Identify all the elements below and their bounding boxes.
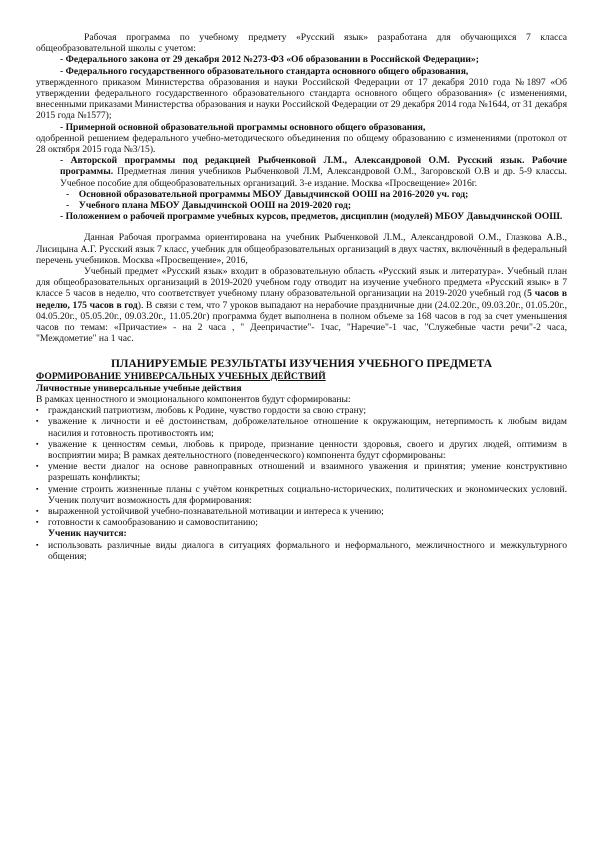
list-item: ▪ использовать различные виды диалога в ситуациях формального и неформального, межличностного и межкультурного общения; (36, 539, 567, 562)
list-item: ▪ уважение к ценностям семьи, любовь к природе, признание ценности здоровья, своего и других людей, оптимизм в восприятии мира; В рамках деятельностного (поведенческого) компонента будут сформированы: (36, 438, 567, 461)
bullet-icon: ▪ (36, 540, 39, 549)
bullet-icon: ▪ (36, 506, 39, 515)
source-fgos-heading: - Федерального государственного образовательного стандарта основного общего образования, (60, 65, 469, 77)
bullet-icon: ▪ (36, 518, 39, 527)
source-example-program-heading: - Примерной основной образовательной программы основного общего образования, (60, 121, 426, 133)
source-fgos-text: утвержденного приказом Министерства образования и науки Российской Федерации от 17 декабря 2010 года №1897 «Об утверждении федерального государственного образовательного стандарта основного общего образования» (с изменениями, внесенными приказами Министерства образования и науки Российской Федерации от 29 декабря 2014 года №1644, от 31 декабря 2015 года №1577); (36, 76, 567, 122)
list-item: ▪ готовности к самообразованию и самовоспитанию; (36, 517, 258, 529)
hours-text-c: ). В связи с тем, что 7 уроков выпадают на нерабочие праздничные дни (24.02.20г., 09.03.20г., 01.05.20г., 04.05.20г., 05.05.20г., 09.03.20г., 11.05.20г) программа будет выполнена в полном объеме за 168 часов в год за счет уменьшения часов по темам: «Причастие» - на 2 часа , " Деепричастие"- 1час, "Наречие"-1 час, "Служебные части речи"-2 часа, "Междометие" на 1 час. (36, 299, 567, 345)
source-example-program-text: одобренной решением федерального учебно-методического объединения по общему образованию с изменениями (протокол от 28 октября 2015 года №3/15). (36, 132, 567, 156)
source-regulation: - Положением о рабочей программе учебных курсов, предметов, дисциплин (модулей) МБОУ Давыдчинской ООШ. (60, 211, 563, 223)
bullet-icon: ▪ (36, 462, 39, 471)
textbook-paragraph: Данная Рабочая программа ориентирована на учебник Рыбченковой Л.М., Александровой О.М., Глазкова А.В., Лисицына А.Г. Русский язык 7 класс, учебник для общеобразовательных организаций в двух частях, включённый в федеральный перечень учебников. Москва «Просвещение», 2016, (36, 232, 567, 266)
section-subheading: ФОРМИРОВАНИЕ УНИВЕРСАЛЬНЫХ УЧЕБНЫХ ДЕЙСТВИЙ (36, 371, 326, 383)
hours-text-bold: 5 часов в неделю, 175 часов в год (36, 288, 568, 311)
list-item: ▪ умение вести диалог на основе равноправных отношений и взаимного уважения и принятия; умение конструктивно разрешать конфликты; (36, 461, 567, 484)
list-item: ▪ уважение к личности и её достоинствам, доброжелательное отношение к окружающим, нетерпимость к любым видам насилия и готовность противостоять им; (36, 416, 567, 439)
source-author-program-text: Предметная линия учебников Рыбченковой Л.М, Александровой О.М., Загоровской О.В и др. 5-9 классы. Учебное пособие для общеобразовательных организаций. 3-е издание. Москва «Просвещение» 2016г. (60, 166, 567, 189)
bullet-icon: ▪ (36, 439, 39, 448)
source-main-program: - Основной образовательной программы МБОУ Давыдчинской ООШ на 2016-2020 уч. год; (66, 188, 469, 200)
section-heading: ПЛАНИРУЕМЫЕ РЕЗУЛЬТАТЫ ИЗУЧЕНИЯ УЧЕБНОГО ПРЕДМЕТА (110, 358, 493, 371)
list-item: ▪ гражданский патриотизм, любовь к Родине, чувство гордости за свою страну; (36, 405, 367, 417)
bullet-icon: ▪ (36, 417, 39, 426)
source-federal-law: - Федерального закона от 29 декабря 2012 №273-ФЗ «Об образовании в Российской Федерации»; (60, 54, 479, 66)
list-item: ▪ умение строить жизненные планы с учётом конкретных социально-исторических, политических и экономических условий. Ученик получит возможность для формирования: (36, 483, 567, 506)
source-study-plan: - Учебного плана МБОУ Давыдчинской ООШ на 2019-2020 год; (66, 200, 352, 212)
bullet-icon: ▪ (36, 406, 39, 415)
hours-paragraph (36, 266, 567, 344)
learner-title: Ученик научится: (48, 528, 127, 540)
source-author-program (36, 155, 567, 189)
source-study-plan-text: Учебного плана МБОУ Давыдчинской ООШ на 2019-2020 год; (78, 200, 352, 212)
personal-title: Личностные универсальные учебные действия (36, 382, 242, 394)
list-item: ▪ выраженной устойчивой учебно-познавательной мотивации и интереса к учению; (36, 505, 384, 517)
hours-text-a: Учебный предмет «Русский язык» входит в образовательную область «Русский язык и литература». Учебный план для общеобразовательных организаций в 2019-2020 учебном году отводит на изучение учебного предмета «Русский язык» в 7 классе 5 часов в неделю, что соответствует учебному плану образовательной организации на 2019-2020 учебный год ( (36, 266, 567, 300)
source-author-program-title: - Авторской программы под редакцией Рыбченковой Л.М., Александровой О.М. Русский язык. Рабочие программы. (60, 155, 567, 178)
bullet-icon: ▪ (36, 484, 39, 493)
intro-paragraph: Рабочая программа по учебному предмету «Русский язык» разработана для обучающихся 7 класса общеобразовательной школы с учетом: (36, 32, 567, 55)
personal-intro: В рамках ценностного и эмоционального компонентов будут сформированы: (36, 393, 351, 405)
source-main-program-text: Основной образовательной программы МБОУ Давыдчинской ООШ на 2016-2020 уч. год; (78, 188, 469, 200)
